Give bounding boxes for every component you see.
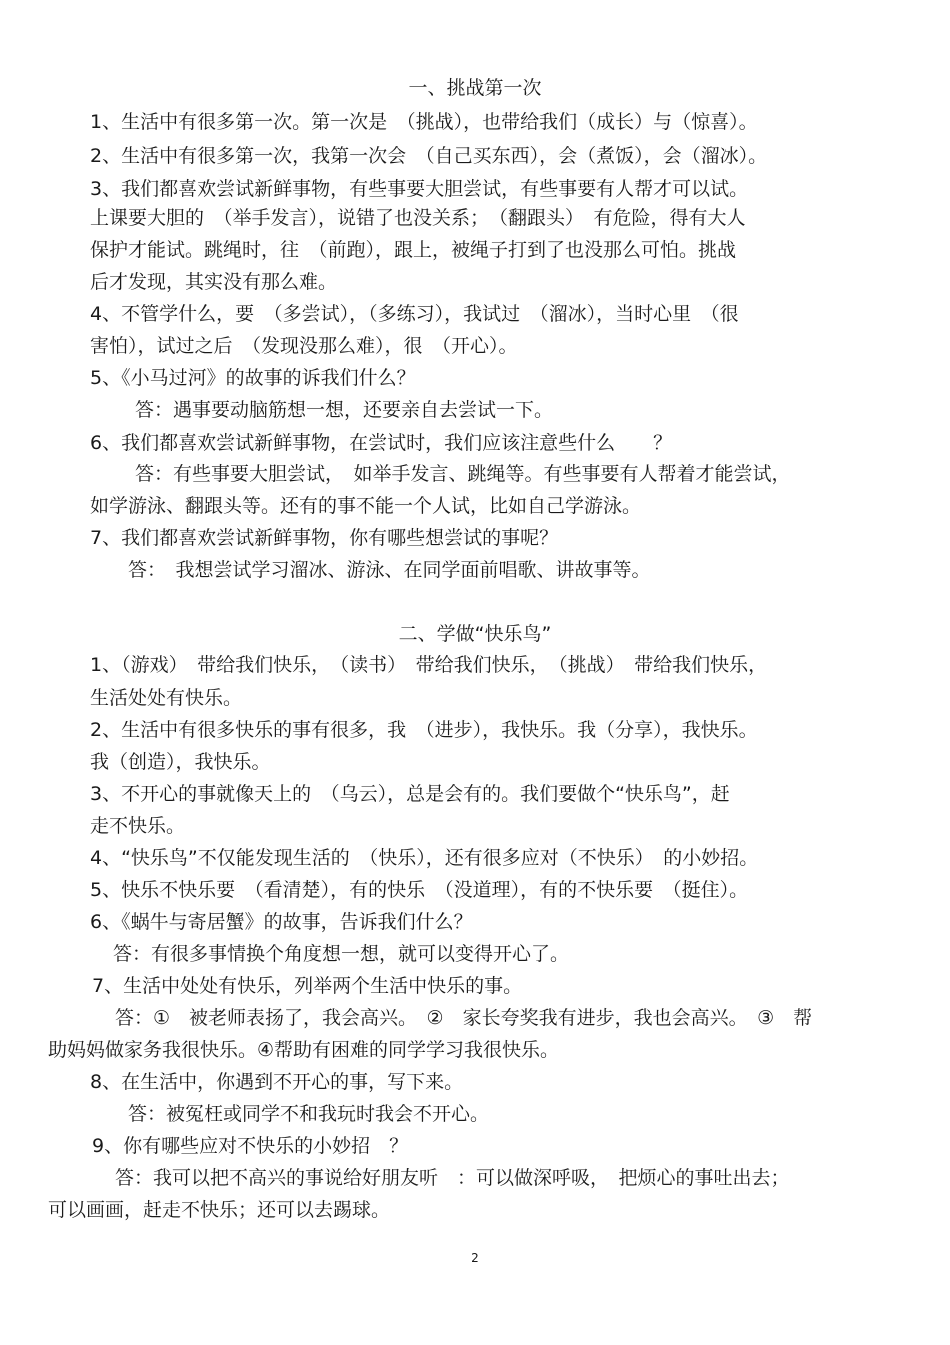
s1-line-6: 后才发现，其实没有那么难。	[90, 271, 338, 293]
s1-line-2: 2、生活中有很多第一次，我第一次会 （自己买东西），会（煮饭），会（溜冰）。	[90, 145, 768, 167]
s1-line-8: 害怕），试过之后 （发现没那么难），很 （开心）。	[90, 335, 518, 357]
s1-line-3: 3、我们都喜欢尝试新鲜事物，有些事要大胆尝试，有些事要有人帮才可以试。	[90, 178, 749, 200]
s2-answer-8: 答：被冤枉或同学不和我玩时我会不开心。	[128, 1103, 490, 1125]
s1-answer-6: 答：有些事要大胆尝试， 如举手发言、跳绳等。有些事要有人帮着才能尝试，	[135, 463, 791, 485]
s1-line-11: 6、我们都喜欢尝试新鲜事物，在尝试时，我们应该注意些什么 ？	[90, 432, 673, 454]
s2-line-11: 7、生活中处处有快乐，列举两个生活中快乐的事。	[92, 975, 523, 997]
s1-line-7: 4、不管学什么，要 （多尝试），（多练习），我试过 （溜冰），当时心里 （很	[90, 303, 739, 325]
s1-line-1: 1、生活中有很多第一次。第一次是 （挑战），也带给我们（成长）与（惊喜）。	[90, 111, 758, 133]
s1-line-14: 7、我们都喜欢尝试新鲜事物，你有哪些想尝试的事呢？	[90, 527, 559, 549]
s1-line-4: 上课要大胆的 （举手发言），说错了也没关系； （翻跟头） 有危险，得有大人	[90, 207, 746, 229]
s1-line-9: 5、《小马过河》的故事的诉我们什么？	[90, 367, 416, 389]
s2-line-2: 生活处处有快乐。	[90, 687, 243, 709]
s2-line-4: 我（创造），我快乐。	[90, 751, 271, 773]
s2-line-3: 2、生活中有很多快乐的事有很多，我 （进步），我快乐。我（分享），我快乐。	[90, 719, 758, 741]
s2-line-5: 3、不开心的事就像天上的 （乌云），总是会有的。我们要做个“快乐鸟”，赶	[90, 783, 730, 805]
s1-answer-5: 答：遇事要动脑筋想一想，还要亲自去尝试一下。	[135, 399, 554, 421]
s2-line-14: 8、在生活中，你遇到不开心的事，写下来。	[90, 1071, 464, 1093]
s2-line-9: 6、《蜗牛与寄居蟹》的故事，告诉我们什么？	[90, 911, 473, 933]
s2-line-1: 1、（游戏） 带给我们快乐， （读书） 带给我们快乐， （挑战） 带给我们快乐，	[90, 654, 768, 676]
s1-line-13: 如学游泳、翻跟头等。还有的事不能一个人试，比如自己学游泳。	[90, 495, 642, 517]
s1-answer-7: 答： 我想尝试学习溜冰、游泳、在同学面前唱歌、讲故事等。	[128, 559, 651, 581]
s2-answer-9: 答：我可以把不高兴的事说给好朋友听 ：可以做深呼吸， 把烦心的事吐出去；	[115, 1167, 790, 1189]
s1-line-5: 保护才能试。跳绳时，往 （前跑），跟上，被绳子打到了也没那么可怕。挑战	[90, 239, 737, 261]
s2-line-7: 4、“快乐鸟”不仅能发现生活的 （快乐），还有很多应对（不快乐） 的小妙招。	[90, 847, 759, 869]
s2-line-16: 9、你有哪些应对不快乐的小妙招 ？	[92, 1135, 409, 1157]
s2-answer-6: 答：有很多事情换个角度想一想，就可以变得开心了。	[113, 943, 570, 965]
page-number: 2	[471, 1251, 479, 1265]
s2-line-18: 可以画画，赶走不快乐；还可以去踢球。	[48, 1199, 391, 1221]
s2-line-8: 5、快乐不快乐要 （看清楚），有的快乐 （没道理），有的不快乐要 （挺住）。	[90, 879, 749, 901]
section-1-title: 一、挑战第一次	[408, 77, 542, 99]
s2-line-13: 助妈妈做家务我很快乐。④帮助有困难的同学学习我很快乐。	[48, 1039, 560, 1061]
s2-answer-7: 答：① 被老师表扬了，我会高兴。 ② 家长夸奖我有进步，我也会高兴。 ③ 帮	[115, 1007, 813, 1029]
s2-line-6: 走不快乐。	[90, 815, 186, 837]
section-2-title: 二、学做“快乐鸟”	[398, 623, 552, 645]
